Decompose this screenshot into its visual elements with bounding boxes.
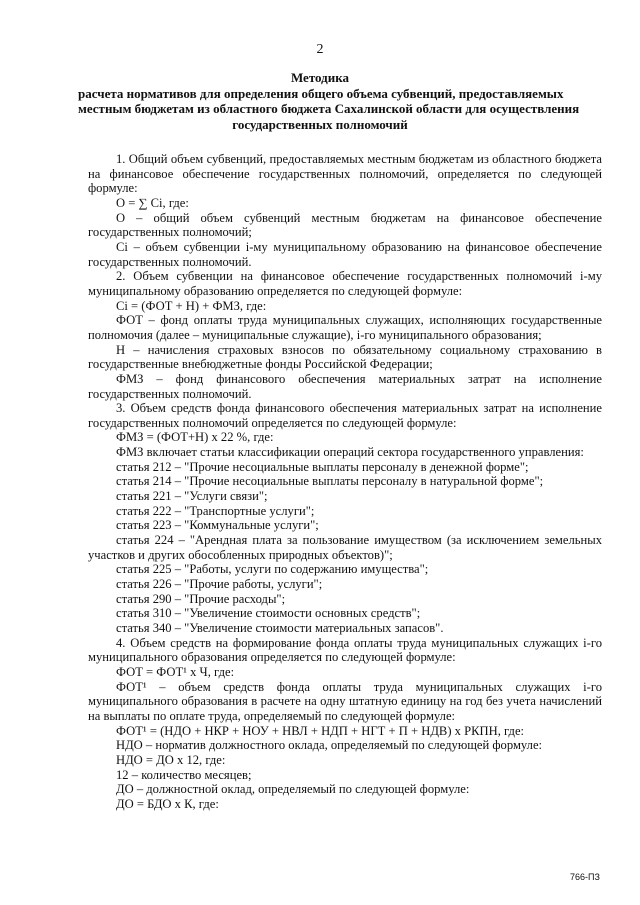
page-number: 2 [316,42,324,57]
paragraph: 3. Объем средств фонда финансового обеспечения материальных затрат на исполнение государственных полномочий определяется по следующей формуле: [88,401,602,430]
paragraph: статья 212 – "Прочие несоциальные выплаты персоналу в денежной форме"; [116,459,529,474]
paragraph: НДО = ДО х 12, где: [116,752,226,767]
paragraph: статья 226 – "Прочие работы, услуги"; [116,577,323,592]
paragraph: статья 290 – "Прочие расходы"; [116,591,286,606]
paragraph: 12 – количество месяцев; [116,767,252,782]
paragraph: ФОТ¹ – объем средств фонда оплаты труда муниципальных служащих i-го муниципального образования в расчете на одну штатную единицу на год без учета начислений на выплаты по оплате труда, определяемый по следующей формуле: [88,679,602,723]
paragraph: статья 221 – "Услуги связи"; [116,489,268,504]
paragraph: ФМЗ включает статьи классификации операций сектора государственного управления: [116,445,584,460]
paragraph: ФОТ – фонд оплаты труда муниципальных служащих, исполняющих государственные полномочия (далее – муниципальные служащие), i-го муниципального образования; [88,313,602,342]
paragraph: ДО – должностной оклад, определяемый по следующей формуле: [116,782,470,797]
paragraph: 4. Объем средств на формирование фонда оплаты труда муниципальных служащих i-го муниципального образования определяется по следующей формуле: [88,635,602,665]
heading-title: Методика [290,70,350,85]
paragraph: статья 224 – "Арендная плата за пользование имуществом (за исключением земельных участков и других обособленных природных объектов)"; [88,533,602,562]
paragraph: ФОТ¹ = (НДО + НКР + НОУ + НВЛ + НДП + НГТ + П + НДВ) х РКПН, где: [116,723,525,738]
paragraph: статья 214 – "Прочие несоциальные выплаты персоналу в натуральной форме"; [116,474,544,489]
heading-line-3: государственных полномочий [232,116,408,132]
paragraph: статья 310 – "Увеличение стоимости основных средств"; [116,606,421,621]
heading-line-1: расчета нормативов для определения общего объема субвенций, предоставляемых [78,85,564,101]
paragraph: ФМЗ – фонд финансового обеспечения материальных затрат на исполнение государственных полномочий. [88,371,602,401]
document-heading [78,70,580,132]
paragraph: Ci – объем субвенции i-му муниципальному образованию на финансовое обеспечение государственных полномочий. [88,239,602,269]
document-body [88,152,602,812]
paragraph: 2. Объем субвенции на финансовое обеспечение государственных полномочий i-му муниципальному образованию определяется по следующей формуле: [88,269,602,298]
paragraph: О – общий объем субвенций местным бюджетам на финансовое обеспечение государственных полномочий; [88,210,602,240]
paragraph: статья 225 – "Работы, услуги по содержанию имущества"; [116,562,429,577]
paragraph: ФМЗ = (ФОТ+Н) х 22 %, где: [116,430,274,445]
paragraph: ДО = БДО х К, где: [116,796,219,811]
paragraph: 1. Общий объем субвенций, предоставляемых местным бюджетам из областного бюджета на финансовое обеспечение государственных полномочий, определяется по следующей формуле: [88,152,602,196]
paragraph: статья 340 – "Увеличение стоимости материальных запасов". [116,621,444,635]
paragraph: Н – начисления страховых взносов по обязательному социальному страхованию в государственные внебюджетные фонды Российской Федерации; [88,342,602,372]
heading-line-2: местным бюджетам из областного бюджета Сахалинской области для осуществления [78,101,580,116]
paragraph: статья 223 – "Коммунальные услуги"; [116,518,319,533]
paragraph: О = ∑ Ci, где: [116,195,189,210]
paragraph: ФОТ = ФОТ¹ х Ч, где: [116,664,235,679]
footer-code: 766-ПЗ [570,872,600,882]
paragraph: Ci = (ФОТ + Н) + ФМЗ, где: [116,298,267,313]
paragraph: статья 222 – "Транспортные услуги"; [116,503,315,518]
paragraph: НДО – норматив должностного оклада, определяемый по следующей формуле: [116,738,543,753]
